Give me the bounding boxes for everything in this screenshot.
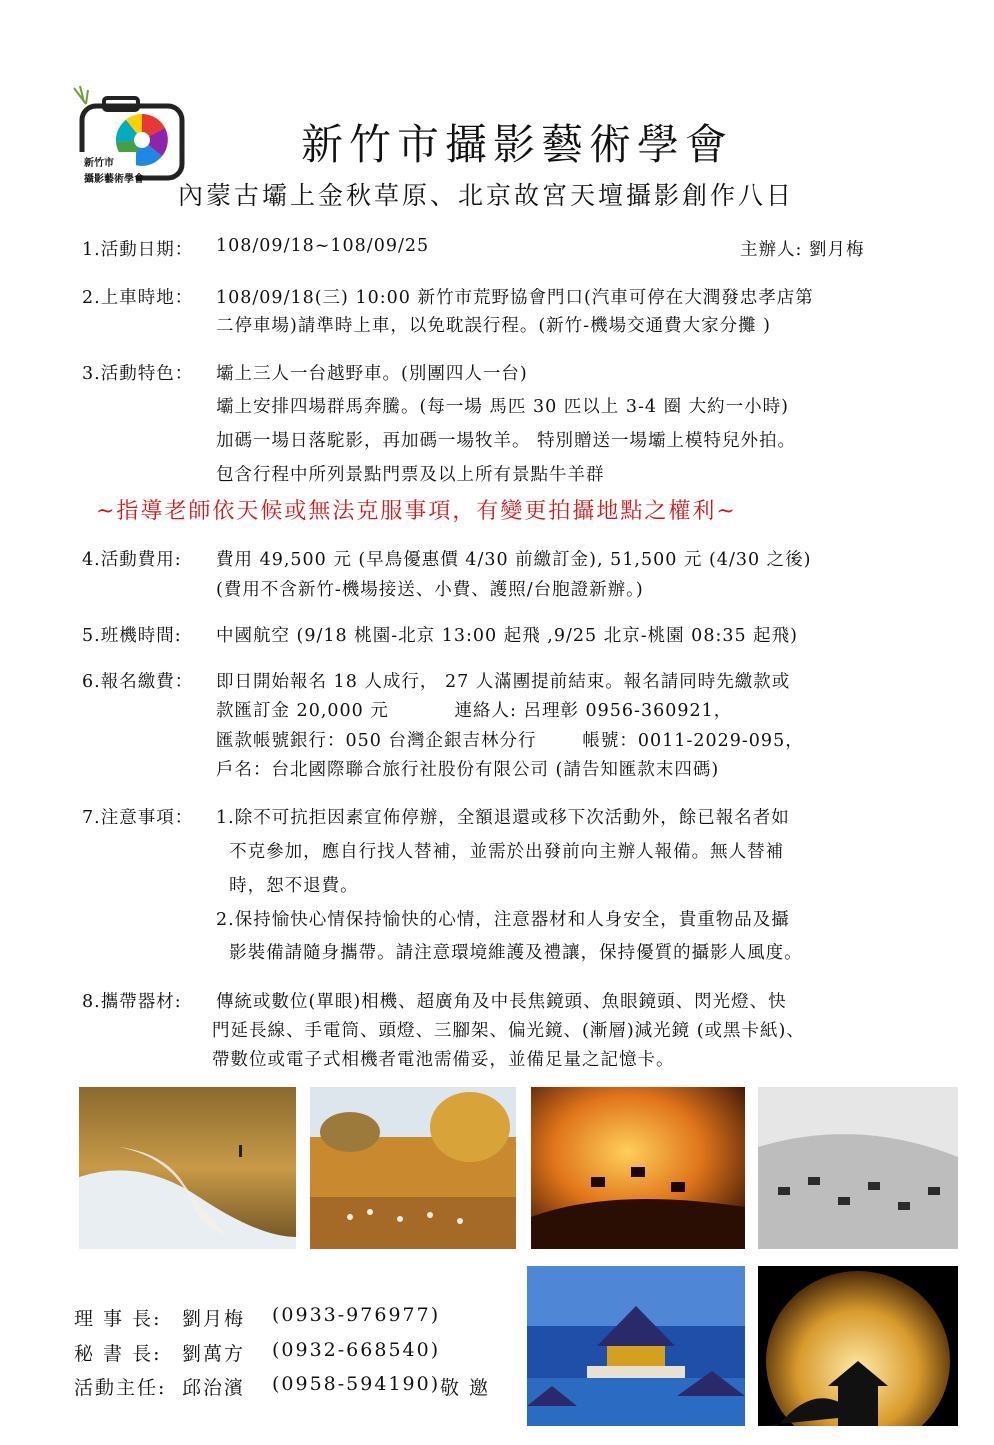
item-6-line: 匯款帳號銀行：050 台灣企銀吉林分行 帳號：0011-2029-095，	[216, 731, 804, 751]
photo-horses-sunset	[531, 1087, 745, 1249]
item-8-line: 帶數位或電子式相機者電池需備妥，並備足量之記憶卡。	[212, 1050, 675, 1070]
item-7-line: 不克參加，應自行找人替補，並需於出發前向主辦人報備。無人替補	[216, 842, 785, 862]
item-5-line: 中國航空 (9/18 桃園-北京 13:00 起飛 ,9/25 北京-桃園 08:35 起飛)	[216, 626, 799, 646]
contact-role: 理 事 長:	[74, 1308, 162, 1330]
photo-horses-mono	[758, 1087, 958, 1249]
item-6-line: 戶名：台北國際聯合旅行社股份有限公司 (請告知匯款末四碼)	[216, 760, 720, 780]
item-4-line: 費用 49,500 元 (早鳥優惠價 4/30 前繳訂金), 51,500 元 (4/30 之後)	[216, 550, 812, 570]
logo-text-line2: 攝影藝術學會	[84, 174, 144, 185]
item-6-label: 6.報名繳費：	[82, 672, 194, 692]
item-8-line: 傳統或數位(單眼)相機、超廣角及中長焦鏡頭、魚眼鏡頭、閃光燈、快	[216, 992, 787, 1012]
item-3-line: 壩上三人一台越野車。(別團四人一台)	[216, 364, 528, 384]
item-2-label: 2.上車時地：	[82, 288, 194, 308]
item-4-line: (費用不含新竹-機場接送、小費、護照/台胞證新辦。)	[216, 580, 644, 600]
item-3-line: 包含行程中所列景點門票及以上所有景點牛羊群	[216, 465, 605, 485]
item-1-line: 108/09/18~108/09/25	[216, 236, 430, 256]
item-2-line: 108/09/18(三) 10:00 新竹市荒野協會門口(汽車可停在大潤發忠孝店第	[216, 288, 814, 308]
contact-role: 活動主任:	[74, 1377, 167, 1399]
logo-text-line1: 新竹市	[84, 158, 114, 169]
photo-golden-sky-pavilion	[758, 1266, 958, 1426]
item-6-line: 款匯訂金 20,000 元 連絡人: 呂理彰 0956-360921，	[216, 701, 733, 721]
contact-name: 邱治濱	[182, 1377, 246, 1399]
contact-name: 劉月梅	[182, 1308, 246, 1330]
item-7-line: 影裝備請隨身攜帶。請注意環境維護及禮讓，保持優質的攝影人風度。	[216, 943, 803, 963]
item-7-line: 2.保持愉快心情保持愉快的心情，注意器材和人身安全，貴重物品及攝	[216, 910, 790, 930]
item-7-line: 時，恕不退費。	[216, 876, 359, 896]
photo-autumn-grassland	[310, 1087, 516, 1249]
contact-role: 秘 書 長:	[74, 1343, 162, 1365]
contact-phone: (0933-976977)	[272, 1304, 441, 1326]
contact-phone: (0958-594190)	[272, 1373, 441, 1395]
item-1-label: 1.活動日期：	[82, 240, 194, 260]
item-7-label: 7.注意事項：	[82, 808, 194, 828]
item-8-line: 門延長線、手電筒、頭燈、三腳架、偏光鏡、(漸層)減光鏡 (或黑卡紙)、	[212, 1021, 805, 1041]
item-4-label: 4.活動費用:	[82, 550, 182, 570]
item-7-line: 1.除不可抗拒因素宣佈停辦，全額退還或移下次活動外，餘已報名者如	[216, 808, 790, 828]
item-3-line: 壩上安排四場群馬奔騰。(每一場 馬匹 30 匹以上 3-4 圈 大約一小時)	[216, 397, 789, 417]
item-5-label: 5.班機時間:	[82, 626, 182, 646]
item-3-label: 3.活動特色：	[82, 364, 194, 384]
contact-phone: (0932-668540)	[272, 1339, 441, 1361]
item-6-line: 即日開始報名 18 人成行， 27 人滿團提前結束。報名請同時先繳款或	[216, 672, 791, 692]
photo-sheep-herd	[79, 1087, 296, 1249]
notice-text: ~指導老師依天候或無法克服事項，有變更拍攝地點之權利~	[96, 499, 737, 524]
page-subtitle: 內蒙古壩上金秋草原、北京故宮天壇攝影創作八日	[178, 181, 795, 210]
item-8-label: 8.攜帶器材:	[82, 992, 182, 1012]
item-2-line: 二停車場)請準時上車，以免耽誤行程。(新竹-機場交通費大家分攤 )	[216, 316, 771, 336]
contact-name: 劉萬方	[182, 1343, 246, 1365]
closing-text: 敬 邀	[440, 1377, 491, 1399]
page-title: 新竹市攝影藝術學會	[300, 120, 733, 169]
organizer: 主辦人: 劉月梅	[740, 240, 865, 260]
photo-temple-of-heaven	[527, 1266, 745, 1426]
item-3-line: 加碼一場日落駝影，再加碼一場牧羊。 特別贈送一場壩上模特兒外拍。	[216, 431, 797, 451]
